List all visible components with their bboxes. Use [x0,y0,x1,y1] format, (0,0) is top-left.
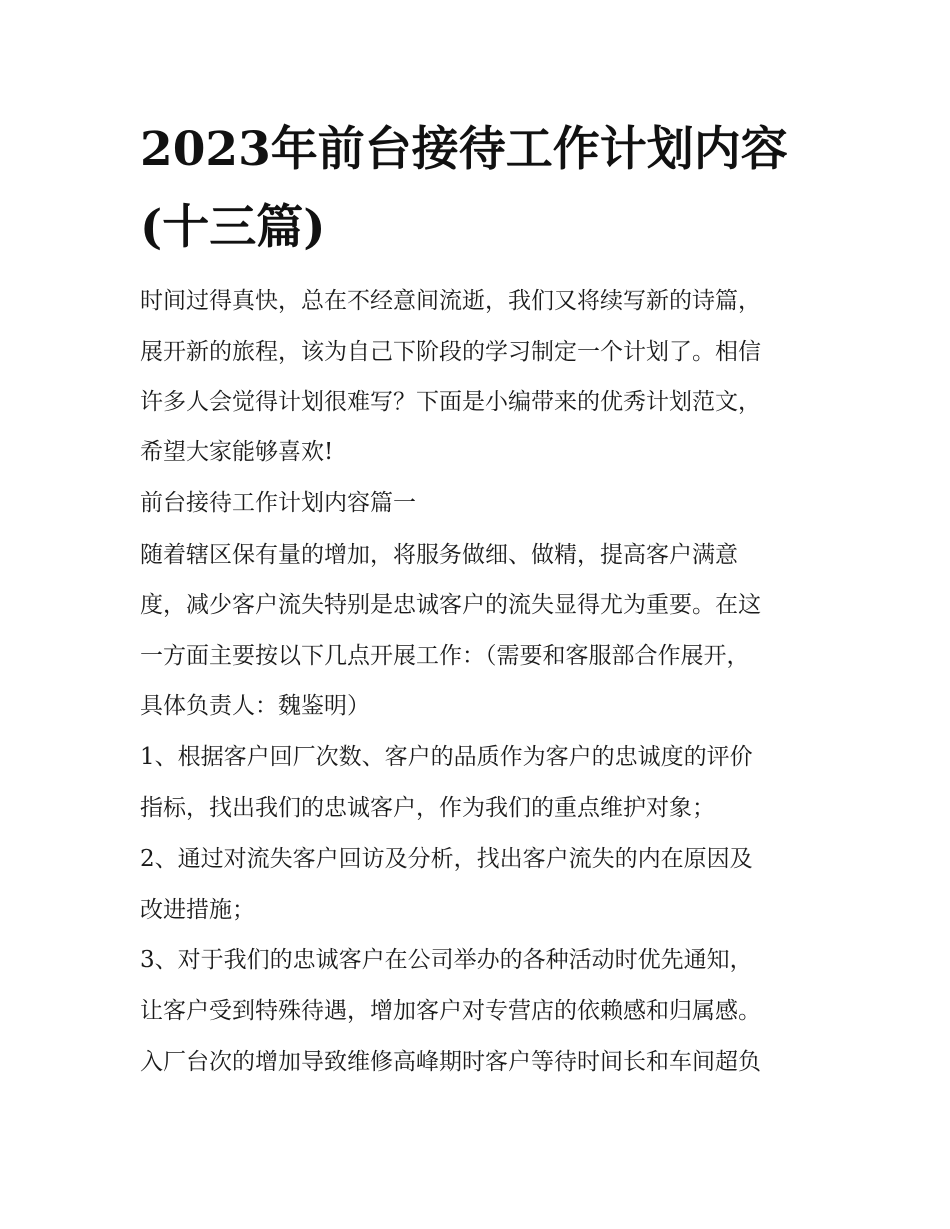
body-line-3: 一方面主要按以下几点开展工作：（需要和客服部合作展开， [140,643,750,669]
body-line-2: 度，减少客户流失特别是忠诚客户的流失显得尤为重要。在这 [140,592,761,618]
document-title-line-2: (十三篇) [140,200,326,255]
list-item-1-line-1: 1、根据客户回厂次数、客户的品质作为客户的忠诚度的评价 [140,744,753,770]
intro-line-4: 希望大家能够喜欢! [140,439,334,465]
section-heading: 前台接待工作计划内容篇一 [140,490,416,516]
intro-line-3: 许多人会觉得计划很难写？下面是小编带来的优秀计划范文， [140,389,761,415]
body-line-1: 随着辖区保有量的增加，将服务做细、做精，提高客户满意 [140,542,738,568]
intro-line-2: 展开新的旅程，该为自己下阶段的学习制定一个计划了。相信 [140,339,761,365]
body-line-4: 具体负责人：魏鉴明） [140,693,370,719]
list-item-1-line-2: 指标，找出我们的忠诚客户，作为我们的重点维护对象； [140,795,715,821]
list-item-3-line-2: 让客户受到特殊待遇，增加客户对专营店的依赖感和归属感。 [140,998,761,1024]
list-item-2-line-1: 2、通过对流失客户回访及分析，找出客户流失的内在原因及 [140,846,753,872]
document-title-line-1: 2023年前台接待工作计划内容 [140,122,788,177]
body-line-5: 入厂台次的增加导致维修高峰期时客户等待时间长和车间超负 [140,1049,761,1075]
intro-line-1: 时间过得真快，总在不经意间流逝，我们又将续写新的诗篇， [140,288,761,314]
list-item-3-line-1: 3、对于我们的忠诚客户在公司举办的各种活动时优先通知， [140,947,753,973]
list-item-2-line-2: 改进措施； [140,897,255,923]
